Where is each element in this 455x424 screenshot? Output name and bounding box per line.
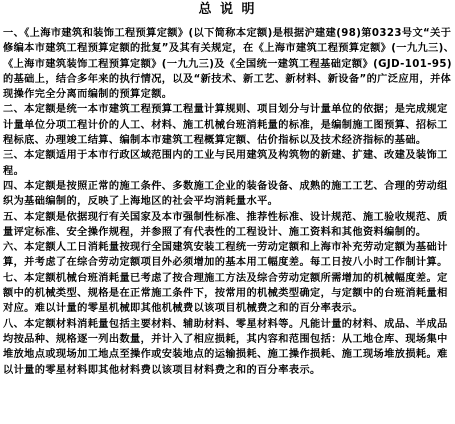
paragraph-6: 六、本定额人工日消耗量按现行全国建筑安装工程统一劳动定额和上海市补充劳动定额为基础计算，并考虑了在综合劳动定额项目外必须增加的基本用工幅度差。每工日按八小时工作制计算。: [3, 242, 448, 269]
paragraph-4: 四、本定额是按照正常的施工条件、多数施工企业的装备设备、成熟的施工工艺、合理的劳动组织为基础编制的，反映了上海地区的社会平均消耗量水平。: [3, 180, 448, 208]
paragraph-8: 八、本定额材料消耗量包括主要材料、辅助材料、零星材料等。凡能计量的材料、成品、半成品均按品种、规格逐一列出数量，并计入了相应损耗，其内容和范围包括：从工地仓库、现场集中堆放地点或现场加工地点至操作或安装地点的运输损耗、施工操作损耗、施工现场堆放损耗。难以计量的零星材料即其他材料费以该项目材料费之和的百分率表示。: [3, 318, 448, 376]
paragraph-1: 一、《上海市建筑和装饰工程预算定额》(以下简称本定额)是根据沪建建(98)第0323号文“关于修编本市建筑工程预算定额的批复”及其有关规定，在《上海市建筑工程预算定额》(一九九三)、《上海市建筑装饰工程预算定额》(一九九三)及《全国统一建筑工程基础定额》(GJD-101-95)的基础上，结合多年来的执行情况，以及“新技术、新工艺、新材料、新设备”的广泛应用，并体现操作完全分离而编制的预算定额。: [3, 28, 455, 101]
document-title: 总 说 明: [198, 2, 257, 17]
paragraph-7: 七、本定额机械台班消耗量已考虑了按合理施工方法及综合劳动定额所需增加的机械幅度差。定额中的机械类型、规格是在正常施工条件下，按常用的机械类型确定，与定额中的台班消耗量相对应。难以计量的零星机械即其他机械费以该项目机械费之和的百分率表示。: [3, 272, 448, 315]
paragraph-5: 五、本定额是依据现行有关国家及本市强制性标准、推荐性标准、设计规范、施工验收规范、质量评定标准、安全操作规程，并参照了有代表性的工程设计、施工资料和其他资料编制的。: [3, 211, 448, 238]
document-body: [3, 26, 455, 378]
paragraph-3: 三、本定额适用于本市行政区域范围内的工业与民用建筑及构筑物的新建、扩建、改建及装饰工程。: [3, 150, 448, 177]
paragraph-2: 二、本定额是统一本市建筑工程预算工程量计算规则、项目划分与计量单位的依据；是完成规定计量单位分项工程计价的人工、材料、施工机械台班消耗量的标准，是编制施工图预算、招标工程标底、办理竣工结算、编制本市建筑工程概算定额、估价指标以及技术经济指标的基础。: [3, 104, 448, 147]
